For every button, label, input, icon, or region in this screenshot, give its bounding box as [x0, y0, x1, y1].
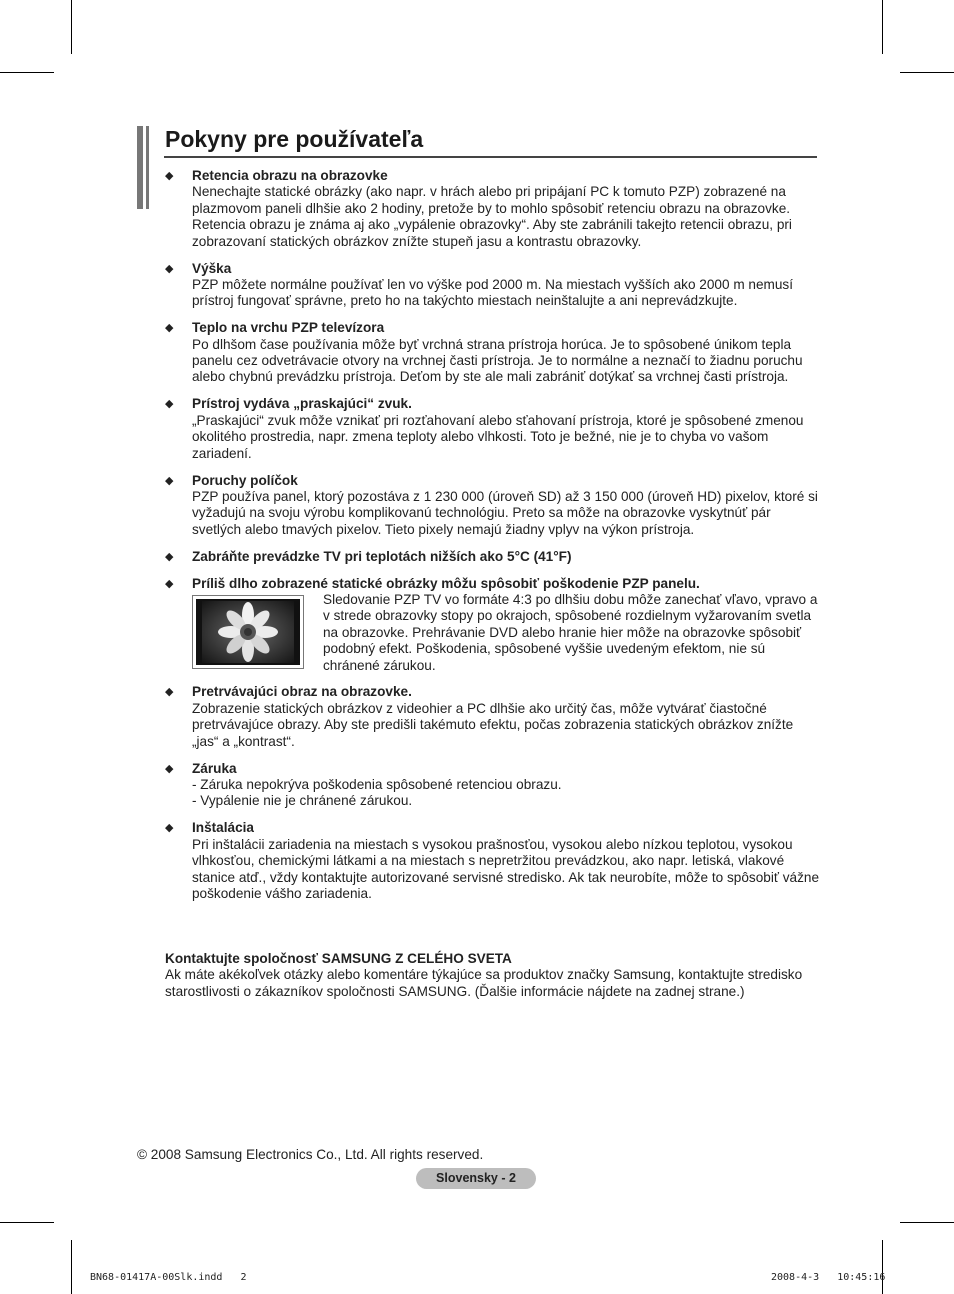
diamond-bullet-icon: ◆ [165, 398, 174, 411]
guidelines-list [165, 168, 820, 913]
list-item [165, 396, 820, 462]
diamond-bullet-icon: ◆ [165, 170, 174, 182]
title-underline [164, 156, 817, 158]
diamond-bullet-icon: ◆ [165, 762, 174, 775]
item-title: Retencia obrazu na obrazovke [192, 168, 388, 183]
item-title: Výška [192, 260, 232, 276]
item-title: Záruka [192, 760, 237, 776]
item-title: Teplo na vrchu PZP televízora [192, 320, 385, 336]
diamond-bullet-icon: ◆ [165, 822, 174, 835]
item-text: - Záruka nepokrýva poškodenia spôsobené retenciou obrazu. [192, 777, 562, 792]
item-text: PZP používa panel, ktorý pozostáva z 1 230 000 (úroveň SD) až 3 150 000 (úroveň HD) pixelov, ktoré si vyžadujú na svoju výrobu komplikovanú technológiu. Preto sa môže na obrazovke vyskytnúť pár svetlých alebo tmavých pixelov. Tieto pixely nemajú žiadny vplyv na výkon prístroja. [192, 488, 818, 537]
item-text: - Vypálenie nie je chránené zárukou. [192, 793, 413, 809]
contact-text: Ak máte akékoľvek otázky alebo komentáre týkajúce sa produktov značky Samsung, kontaktujte stredisko starostlivosti o zákazníkov spoločnosti SAMSUNG. (Ďalšie informácie nájdete na zadnej strane.) [165, 967, 803, 999]
page-number-badge: Slovensky - 2 [416, 1168, 536, 1189]
item-title: Prístroj vydáva „praskajúci“ zvuk. [192, 396, 412, 412]
list-item [165, 168, 820, 250]
crop-mark [71, 0, 72, 54]
crop-mark [0, 1222, 54, 1223]
crop-mark [900, 72, 954, 73]
item-title: Pretrvávajúci obraz na obrazovke. [192, 684, 412, 700]
list-item [165, 320, 820, 386]
item-text: Pri inštalácii zariadenia na miestach s vysokou prašnosťou, vysokou alebo nízkou teplotou, vysokou vlhkosťou, chemickými látkami a na miestach s nepretržitou prevádzkou, ako napr. letiská, vlakové stanice atď., vždy kontaktujte autorizované servisné stredisko. Ak tak neurobíte, môže to spôsobiť vážne poškodenie vášho zariadenia. [192, 836, 820, 901]
crop-mark [882, 1240, 883, 1294]
flower-screen-image [192, 595, 304, 669]
diamond-bullet-icon: ◆ [165, 686, 174, 699]
list-item [165, 549, 820, 565]
item-text: Zobrazenie statických obrázkov z videohier a PC dlhšie ako určitý čas, môže vytvárať čiastočné pretrvávajúce obrazy. Aby ste predišli takémuto efektu, počas zobrazenia statických obrázkov znížte „jas“ a „kontrast“. [192, 700, 794, 749]
item-title: Poruchy políčok [192, 472, 298, 488]
image-item-text: Sledovanie PZP TV vo formáte 4:3 po dlhšiu dobu môže zanechať vľavo, vpravo a v strede obrazovky stopy po okrajoch, spôsobené rozdielnym vyžarovaním svetla na obrazovke. Prehrávanie DVD alebo hranie hier môže na obrazovke spôsobiť podobný efekt. Poškodenia, spôsobené vyššie uvedeným efektom, nie sú chránené zárukou. [323, 591, 818, 673]
copyright-text: © 2008 Samsung Electronics Co., Ltd. All rights reserved. [137, 1147, 484, 1162]
item-title: Zabráňte prevádzke TV pri teplotách nižších ako 5°C (41°F) [192, 548, 572, 564]
diamond-bullet-icon: ◆ [165, 577, 174, 590]
crop-mark [900, 1222, 954, 1223]
page-title: Pokyny pre používateľa [165, 126, 424, 152]
list-item [165, 576, 820, 674]
list-item [165, 473, 820, 539]
item-text: Po dlhšom čase používania môže byť vrchná strana prístroja horúca. Je to spôsobené únikom tepla panelu cez odvetrávacie otvory na vrchnej časti prístroja. Je to normálne a neznačí to žiadnu poruchu alebo chybnú prevádzku prístroja. Deťom by ste ale mali zabrániť dotýkať sa vrchnej časti prístroja. [192, 336, 803, 385]
list-item [165, 761, 820, 810]
item-title: Príliš dlho zobrazené statické obrázky môžu spôsobiť poškodenie PZP panelu. [192, 575, 700, 591]
diamond-bullet-icon: ◆ [165, 550, 174, 563]
file-info: BN68-01417A-00Slk.indd 2 [90, 1272, 247, 1283]
item-text: „Praskajúci“ zvuk môže vznikať pri rozťahovaní alebo sťahovaní prístroja, ktoré je spôsobené zmenou okolitého prostredia, napr. zmena teploty alebo vlhkosti. Toto je bežné, nie je to chyba vo vašom zariadení. [192, 412, 804, 461]
list-item [165, 684, 820, 750]
crop-mark [71, 1240, 72, 1294]
print-timestamp: 2008-4-3 10:45:16 [771, 1272, 886, 1283]
crop-mark [0, 72, 54, 73]
item-title: Inštalácia [192, 820, 254, 836]
diamond-bullet-icon: ◆ [165, 474, 174, 487]
contact-title: Kontaktujte spoločnosť SAMSUNG Z CELÉHO SVETA [165, 951, 512, 966]
contact-section [165, 951, 825, 1000]
list-item [165, 261, 820, 310]
diamond-bullet-icon: ◆ [165, 322, 174, 335]
item-text: PZP môžete normálne používať len vo výške pod 2000 m. Na miestach vyšších ako 2000 m nemusí prístroj fungovať správne, preto ho na takýchto miestach neinštalujte a ani neprevádzkujte. [192, 276, 793, 309]
crop-mark [882, 0, 883, 54]
list-item [165, 820, 820, 902]
diamond-bullet-icon: ◆ [165, 262, 174, 275]
item-text: Nenechajte statické obrázky (ako napr. v hrách alebo pri pripájaní PC k tomuto PZP) zobrazené na plazmovom paneli dlhšie ako 2 hodiny, pretože by to mohlo spôsobiť retenciu obrazu na obrazovke. Retencia obrazu je známa aj ako „vypálenie obrazovky“. Aby ste zabránili takejto retencii obrazu, pri zobrazovaní statických obrázkov znížte stupeň jasu a kontrastu obrazovky. [192, 184, 792, 249]
